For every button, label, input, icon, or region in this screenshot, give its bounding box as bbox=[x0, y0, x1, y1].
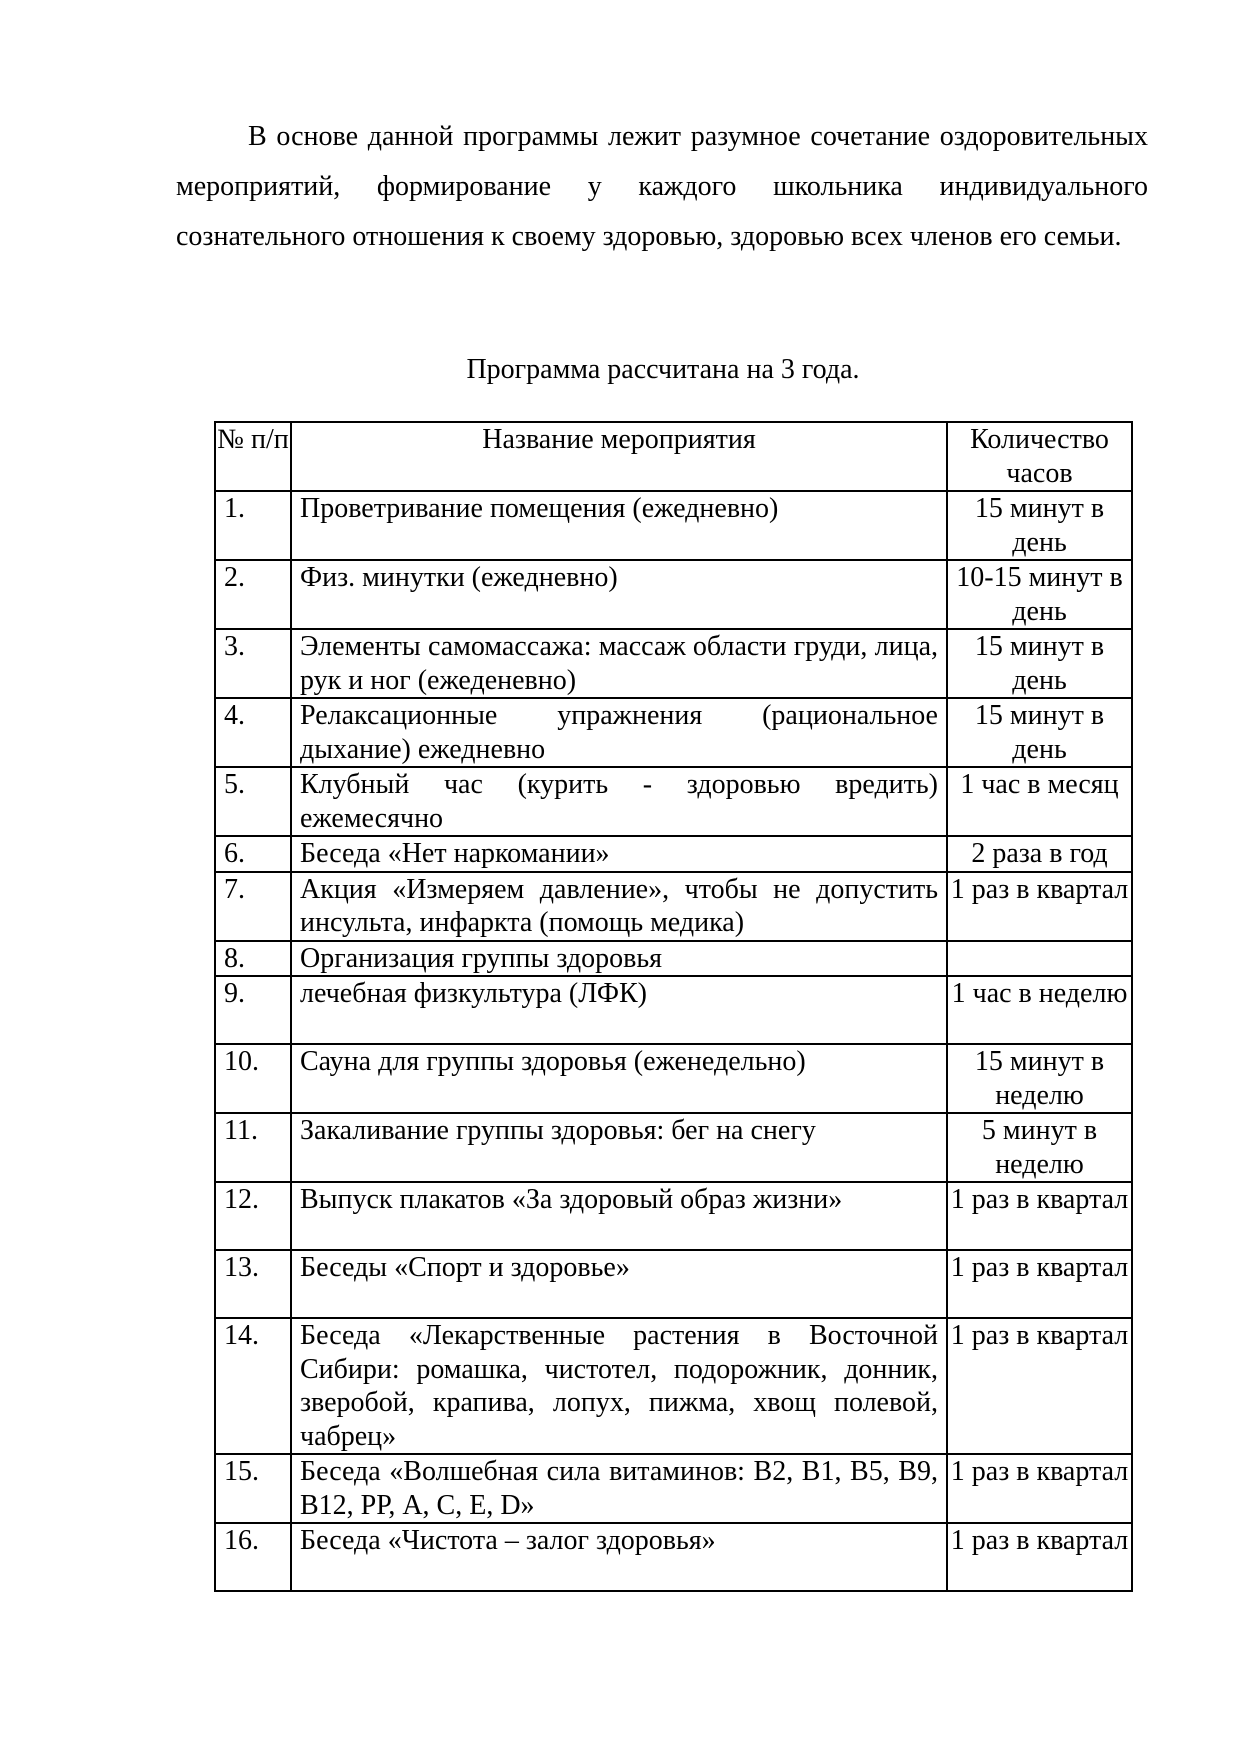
activity-hours: 15 минут в день bbox=[947, 698, 1132, 767]
activity-hours: 2 раза в год bbox=[947, 836, 1132, 872]
activity-name: лечебная физкультура (ЛФК) bbox=[291, 976, 947, 1044]
activity-name: Клубный час (курить - здоровью вредить) ежемесячно bbox=[291, 767, 947, 836]
table-row bbox=[215, 767, 1132, 836]
activity-name: Беседа «Волшебная сила витаминов: В2, В1, В5, В9, В12, РР, А, С, Е, D» bbox=[291, 1454, 947, 1523]
table-row bbox=[215, 1044, 1132, 1113]
table-row bbox=[215, 491, 1132, 560]
activity-hours: 1 раз в квартал bbox=[947, 1250, 1132, 1318]
program-duration-title: Программа рассчитана на 3 года. bbox=[466, 354, 860, 385]
row-number: 5. bbox=[215, 767, 291, 836]
activity-name: Беседа «Нет наркомании» bbox=[291, 836, 947, 872]
header-hours: Количество часов bbox=[947, 422, 1132, 491]
row-number: 10. bbox=[215, 1044, 291, 1113]
activity-hours bbox=[947, 941, 1132, 977]
activities-table bbox=[214, 421, 1133, 1592]
activity-name: Проветривание помещения (ежедневно) bbox=[291, 491, 947, 560]
activity-name: Беседы «Спорт и здоровье» bbox=[291, 1250, 947, 1318]
activity-name: Беседа «Лекарственные растения в Восточной Сибири: ромашка, чистотел, подорожник, донник, зверобой, крапива, лопух, пижма, хвощ полевой, чабрец» bbox=[291, 1318, 947, 1454]
table-row bbox=[215, 560, 1132, 629]
activity-hours: 1 час в месяц bbox=[947, 767, 1132, 836]
table-row bbox=[215, 976, 1132, 1044]
row-number: 4. bbox=[215, 698, 291, 767]
row-number: 11. bbox=[215, 1113, 291, 1182]
row-number: 8. bbox=[215, 941, 291, 977]
table-header-row bbox=[215, 422, 1132, 491]
activity-hours: 1 раз в квартал bbox=[947, 1182, 1132, 1250]
row-number: 1. bbox=[215, 491, 291, 560]
activity-name: Элементы самомассажа: массаж области груди, лица, рук и ног (ежеденевно) bbox=[291, 629, 947, 698]
activity-hours: 1 час в неделю bbox=[947, 976, 1132, 1044]
activity-hours: 5 минут в неделю bbox=[947, 1113, 1132, 1182]
activity-hours: 15 минут в неделю bbox=[947, 1044, 1132, 1113]
row-number: 14. bbox=[215, 1318, 291, 1454]
activity-name: Физ. минутки (ежедневно) bbox=[291, 560, 947, 629]
table-row bbox=[215, 836, 1132, 872]
table-row bbox=[215, 1523, 1132, 1591]
table-row bbox=[215, 1250, 1132, 1318]
row-number: 2. bbox=[215, 560, 291, 629]
table-row bbox=[215, 1113, 1132, 1182]
activity-hours: 1 раз в квартал bbox=[947, 872, 1132, 941]
table-row bbox=[215, 629, 1132, 698]
activity-name: Организация группы здоровья bbox=[291, 941, 947, 977]
intro-paragraph: В основе данной программы лежит разумное сочетание оздоровительных мероприятий, формирование у каждого школьника индивидуального сознательного отношения к своему здоровью, здоровью всех членов его семьи. bbox=[176, 121, 1148, 252]
activity-hours: 10-15 минут в день bbox=[947, 560, 1132, 629]
row-number: 16. bbox=[215, 1523, 291, 1591]
row-number: 13. bbox=[215, 1250, 291, 1318]
header-name: Название мероприятия bbox=[291, 422, 947, 491]
activity-hours: 15 минут в день bbox=[947, 629, 1132, 698]
activity-name: Акция «Измеряем давление», чтобы не допустить инсульта, инфаркта (помощь медика) bbox=[291, 872, 947, 941]
activity-name: Релаксационные упражнения (рациональное дыхание) ежедневно bbox=[291, 698, 947, 767]
activity-hours: 1 раз в квартал bbox=[947, 1454, 1132, 1523]
table-row bbox=[215, 872, 1132, 941]
row-number: 9. bbox=[215, 976, 291, 1044]
activity-name: Выпуск плакатов «За здоровый образ жизни» bbox=[291, 1182, 947, 1250]
header-number: № п/п bbox=[215, 422, 291, 491]
activity-name: Сауна для группы здоровья (еженедельно) bbox=[291, 1044, 947, 1113]
activity-hours: 1 раз в квартал bbox=[947, 1523, 1132, 1591]
activity-name: Закаливание группы здоровья: бег на снегу bbox=[291, 1113, 947, 1182]
table-row bbox=[215, 1318, 1132, 1454]
activity-name: Беседа «Чистота – залог здоровья» bbox=[291, 1523, 947, 1591]
table-row bbox=[215, 941, 1132, 977]
row-number: 3. bbox=[215, 629, 291, 698]
table-row bbox=[215, 698, 1132, 767]
row-number: 15. bbox=[215, 1454, 291, 1523]
row-number: 12. bbox=[215, 1182, 291, 1250]
activity-hours: 15 минут в день bbox=[947, 491, 1132, 560]
activity-hours: 1 раз в квартал bbox=[947, 1318, 1132, 1454]
table-row bbox=[215, 1454, 1132, 1523]
row-number: 7. bbox=[215, 872, 291, 941]
row-number: 6. bbox=[215, 836, 291, 872]
table-row bbox=[215, 1182, 1132, 1250]
